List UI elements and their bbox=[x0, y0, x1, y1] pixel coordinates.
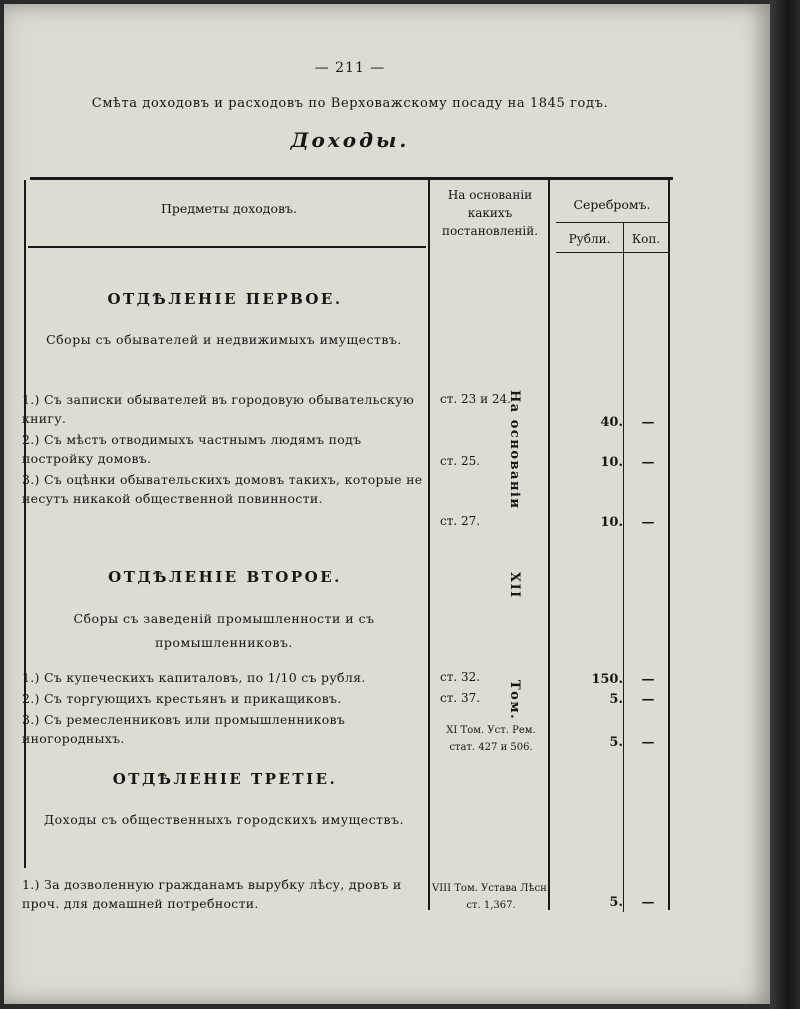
item-reference: ст. 27. bbox=[440, 514, 481, 528]
list-item: 3.) Съ ремесленниковъ или промышленниковъ иногородныхъ. bbox=[22, 712, 346, 746]
item-reference: ст. 23 и 24. bbox=[440, 392, 511, 406]
item-kopecks: — bbox=[641, 895, 655, 910]
item-kopecks: — bbox=[641, 415, 655, 430]
document-subtitle: Доходы. bbox=[290, 128, 410, 152]
document-title: Смѣта доходовъ и расходовъ по Верховажскому посаду на 1845 годъ. bbox=[91, 96, 609, 111]
item-rubles: 5. bbox=[609, 735, 623, 750]
list-item: 1.) Съ записки обывателей въ городовую обывательскую книгу. bbox=[22, 392, 414, 426]
section-title: ОТДѢЛЕНІЕ ТРЕТІЕ. bbox=[112, 770, 338, 788]
header-items: Предметы доходовъ. bbox=[161, 201, 297, 216]
silver-subheader-rule bbox=[556, 222, 668, 223]
table-top-rule bbox=[30, 177, 673, 180]
item-kopecks: — bbox=[641, 692, 655, 707]
list-item: 1.) Съ купеческихъ капиталовъ, по 1/10 съ рубля. bbox=[22, 670, 366, 685]
section-title: ОТДѢЛЕНІЕ ПЕРВОЕ. bbox=[107, 290, 343, 308]
item-reference: ст. 37. bbox=[440, 691, 481, 705]
silver-header-bottom-rule bbox=[556, 252, 668, 253]
table-left-rule bbox=[24, 180, 26, 868]
item-reference: ст. 25. bbox=[440, 454, 481, 468]
item-reference: ст. 32. bbox=[440, 670, 481, 684]
item-kopecks: — bbox=[641, 672, 655, 687]
section-subtitle: Сборы съ заведеній промышленности и съ промышленниковъ. bbox=[73, 611, 375, 650]
item-rubles: 150. bbox=[591, 672, 623, 687]
item-kopecks: — bbox=[641, 515, 655, 530]
item-rubles: 10. bbox=[600, 515, 623, 530]
list-item: 3.) Съ оцѣнки обывательскихъ домовъ такихъ, которые не несутъ никакой общественной повинности. bbox=[22, 472, 423, 506]
item-reference: VIII Том. Устава Лѣсн. ст. 1,367. bbox=[432, 883, 550, 911]
header-rub: Рубли. bbox=[568, 232, 611, 246]
item-reference: XI Том. Уст. Рем. стат. 427 и 506. bbox=[446, 725, 536, 753]
header-kop: Коп. bbox=[631, 232, 661, 246]
item-rubles: 10. bbox=[600, 455, 623, 470]
vertical-basis-tom: Том. bbox=[507, 680, 522, 721]
list-item: 2.) Съ торгующихъ крестьянъ и прикащиковъ. bbox=[22, 691, 342, 706]
header-basis: На основаніи какихъ постановленій. bbox=[441, 188, 539, 238]
table-right-rule bbox=[668, 180, 670, 910]
column-divider-basis bbox=[548, 180, 550, 910]
item-kopecks: — bbox=[641, 735, 655, 750]
page-number: — 211 — bbox=[314, 60, 386, 76]
section-subtitle: Сборы съ обывателей и недвижимыхъ имуществъ. bbox=[46, 332, 402, 347]
vertical-basis-volume: XII bbox=[507, 572, 522, 599]
list-item: 1.) За дозволенную гражданамъ вырубку лѣсу, дровъ и проч. для домашней потребности. bbox=[22, 877, 402, 911]
item-rubles: 5. bbox=[609, 692, 623, 707]
item-rubles: 40. bbox=[600, 415, 623, 430]
book-spine bbox=[770, 0, 800, 1009]
section-title: ОТДѢЛЕНІЕ ВТОРОЕ. bbox=[108, 568, 342, 586]
section-subtitle: Доходы съ общественныхъ городскихъ имуществъ. bbox=[43, 812, 405, 827]
header-silver: Серебромъ. bbox=[573, 197, 651, 212]
column-divider-rub bbox=[623, 222, 624, 912]
item-kopecks: — bbox=[641, 455, 655, 470]
list-item: 2.) Съ мѣстъ отводимыхъ частнымъ людямъ подъ постройку домовъ. bbox=[22, 432, 362, 466]
item-rubles: 5. bbox=[609, 895, 623, 910]
header-bottom-rule bbox=[28, 246, 426, 248]
vertical-basis-text: На основаніи bbox=[507, 390, 522, 510]
